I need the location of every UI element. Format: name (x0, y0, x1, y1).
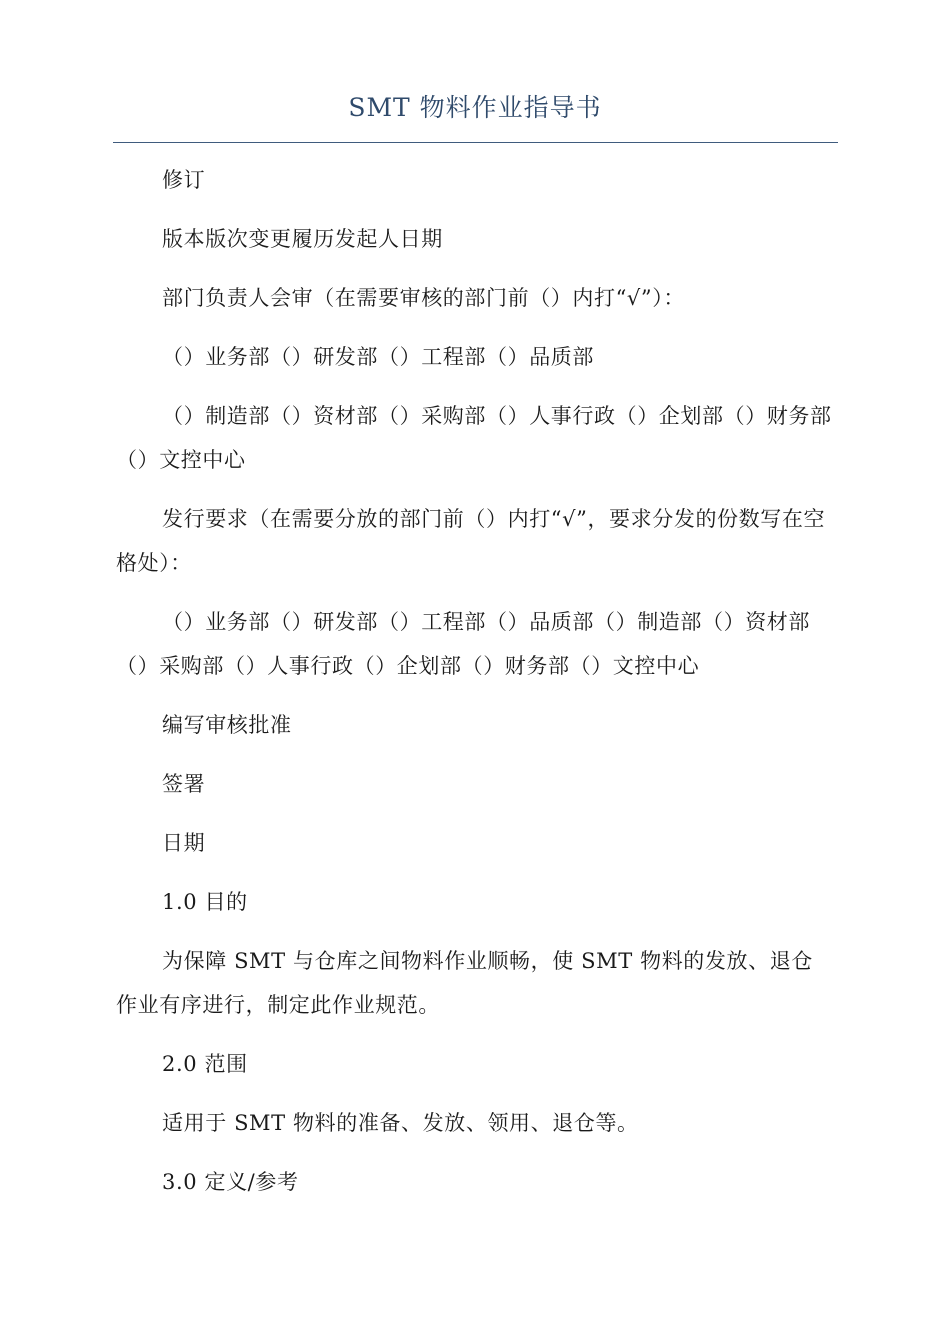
paragraph-date: 日期 (162, 831, 206, 855)
paragraph-version-history: 版本版次变更履历发起人日期 (162, 227, 443, 251)
document-title: SMT 物料作业指导书 (348, 93, 602, 122)
paragraph-review-departments-2: （）制造部（）资材部（）采购部（）人事行政（）企划部（）财务部（）文控中心 (116, 404, 832, 472)
section-heading-scope: 2.0 范围 (162, 1052, 248, 1076)
paragraph-department-review: 部门负责人会审（在需要审核的部门前（）内打“√”）： (162, 286, 685, 310)
paragraph-scope: 适用于 SMT 物料的准备、发放、领用、退仓等。 (162, 1111, 639, 1135)
paragraph-review-departments-1: （）业务部（）研发部（）工程部（）品质部 (162, 345, 594, 369)
title-divider (113, 142, 838, 143)
section-heading-purpose: 1.0 目的 (162, 890, 248, 914)
paragraph-distribution-departments: （）业务部（）研发部（）工程部（）品质部（）制造部（）资材部（）采购部（）人事行政（）企划部（）财务部（）文控中心 (116, 610, 810, 678)
paragraph-purpose: 为保障 SMT 与仓库之间物料作业顺畅，使 SMT 物料的发放、退仓作业有序进行，制定此作业规范。 (116, 949, 813, 1017)
paragraph-revision: 修订 (162, 168, 206, 192)
paragraph-prepare-review-approve: 编写审核批准 (162, 713, 292, 737)
section-heading-definitions: 3.0 定义/参考 (162, 1170, 299, 1194)
paragraph-signature: 签署 (162, 772, 206, 796)
document-body (116, 158, 834, 1219)
paragraph-distribution-requirement: 发行要求（在需要分放的部门前（）内打“√”，要求分发的份数写在空格处）： (116, 507, 826, 575)
